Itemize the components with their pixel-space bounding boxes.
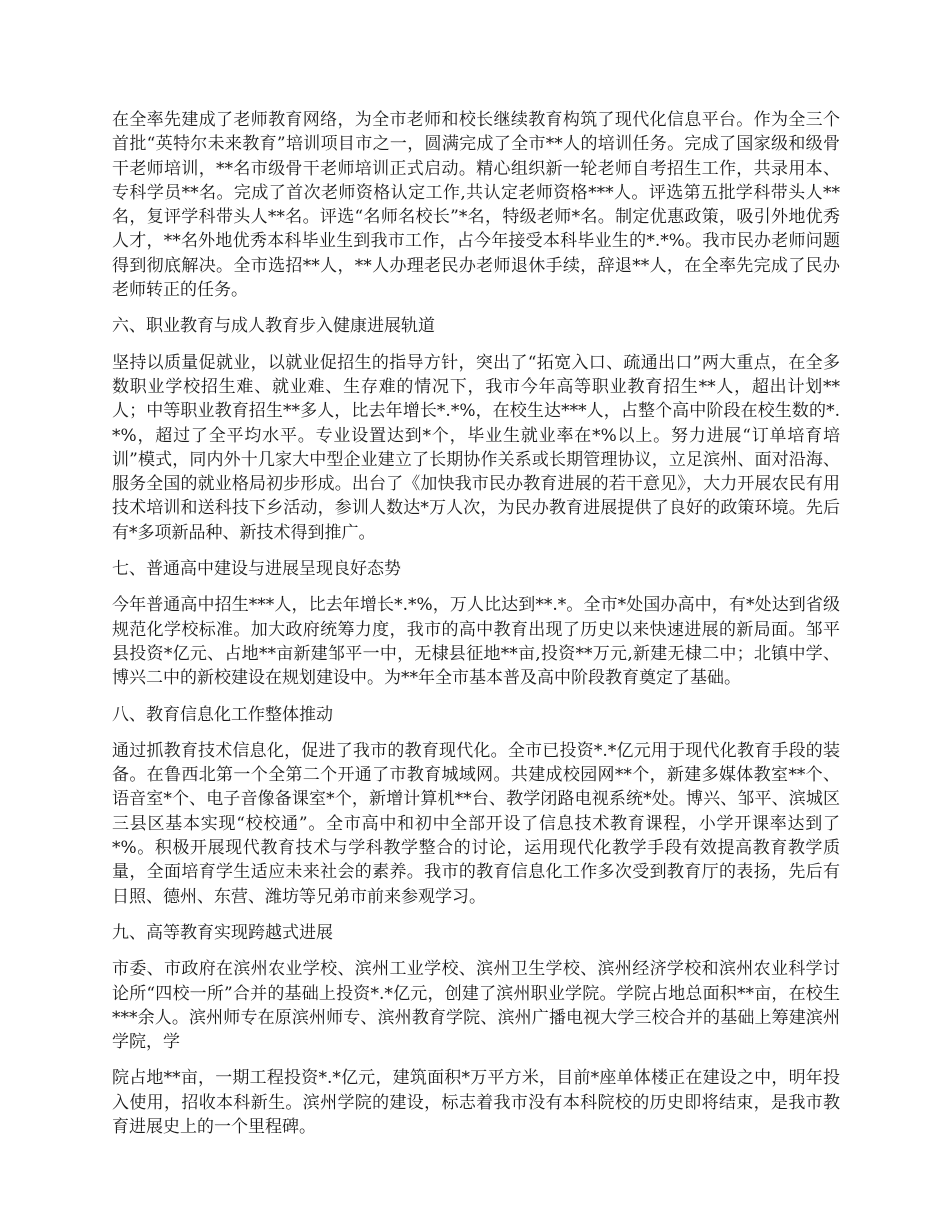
section-heading-7: 七、普通高中建设与进展呈现良好态势 [112, 559, 401, 580]
paragraph-high-school: 今年普通高中招生***人，比去年增长*.*%，万人比达到**.*。全市*处国办高中，有*处达到省级规范化学校标准。加大政府统筹力度，我市的高中教育出现了历史以来快速进展的新局面。邹平县投资*亿元、占地**亩新建邹平一中，无棣县征地**亩,投资**万元,新建无棣二中；北镇中学、博兴二中的新校建设在规划建设中。为**年全市基本普及高中阶段教育奠定了基础。 [112, 595, 840, 689]
paragraph-higher-education-2: 院占地**亩，一期工程投资*.*亿元，建筑面积*万平方米，目前*座单体楼正在建设之中，明年投入使用，招收本科新生。滨州学院的建设，标志着我市没有本科院校的历史即将结束，是我市教育进展史上的一个里程碑。 [112, 1068, 840, 1137]
document-page [112, 108, 840, 1151]
paragraph-teacher-education: 在全率先建成了老师教育网络，为全市老师和校长继续教育构筑了现代化信息平台。作为全三个首批“英特尔未来教育”培训项目市之一，圆满完成了全市**人的培训任务。完成了国家级和级骨干老师培训，**名市级骨干老师培训正式启动。精心组织新一轮老师自考招生工作，共录用本、专科学员**名。完成了首次老师资格认定工作,共认定老师资格***人。评选第五批学科带头人**名，复评学科带头人**名。评选“名师名校长”*名，特级老师*名。制定优惠政策，吸引外地优秀人才，**名外地优秀本科毕业生到我市工作，占今年接受本科毕业生的*.*%。我市民办老师问题得到彻底解决。全市选招**人，**人办理老民办老师退休手续，辞退**人，在全率先完成了民办老师转正的任务。 [112, 110, 840, 301]
section-heading-9: 九、高等教育实现跨越式进展 [112, 922, 333, 943]
section-heading-6: 六、职业教育与成人教育步入健康进展轨道 [112, 316, 435, 337]
paragraph-informatization: 通过抓教育技术信息化，促进了我市的教育现代化。全市已投资*.*亿元用于现代化教育手段的装备。在鲁西北第一个全第二个开通了市教育城域网。共建成校园网**个，新建多媒体教室**个、语音室*个、电子音像备课室*个，新增计算机**台、教学闭路电视系统*处。博兴、邹平、滨城区三县区基本实现“校校通”。全市高中和初中全部开设了信息技术教育课程，小学开课率达到了*%。积极开展现代教育技术与学科教学整合的讨论，运用现代化教学手段有效提高教育教学质量，全面培育学生适应未来社会的素养。我市的教育信息化工作多次受到教育厅的表扬，先后有日照、德州、东营、潍坊等兄弟市前来参观学习。 [112, 740, 840, 907]
paragraph-higher-education-1: 市委、市政府在滨州农业学校、滨州工业学校、滨州卫生学校、滨州经济学校和滨州农业科学讨论所“四校一所”合并的基础上投资*.*亿元，创建了滨州职业学院。学院占地总面积**亩，在校生***余人。滨州师专在原滨州师专、滨州教育学院、滨州广播电视大学三校合并的基础上筹建滨州学院，学 [112, 959, 840, 1053]
paragraph-vocational-education: 坚持以质量促就业，以就业促招生的指导方针，突出了“拓宽入口、疏通出口”两大重点，在全多数职业学校招生难、就业难、生存难的情况下，我市今年高等职业教育招生**人，超出计划**人；中等职业教育招生**多人，比去年增长*.*%，在校生达***人，占整个高中阶段在校生数的*.*%，超过了全平均水平。专业设置达到*个，毕业生就业率在*%以上。努力进展“订单培育培训”模式，同内外十几家大中型企业建立了长期协作关系或长期管理协议，立足滨州、面对沿海、服务全国的就业格局初步形成。出台了《加快我市民办教育进展的若干意见》，大力开展农民有用技术培训和送科技下乡活动，参训人数达*万人次，为民办教育进展提供了良好的政策环境。先后有*多项新品种、新技术得到推广。 [112, 352, 840, 543]
section-heading-8: 八、教育信息化工作整体推动 [112, 704, 333, 725]
